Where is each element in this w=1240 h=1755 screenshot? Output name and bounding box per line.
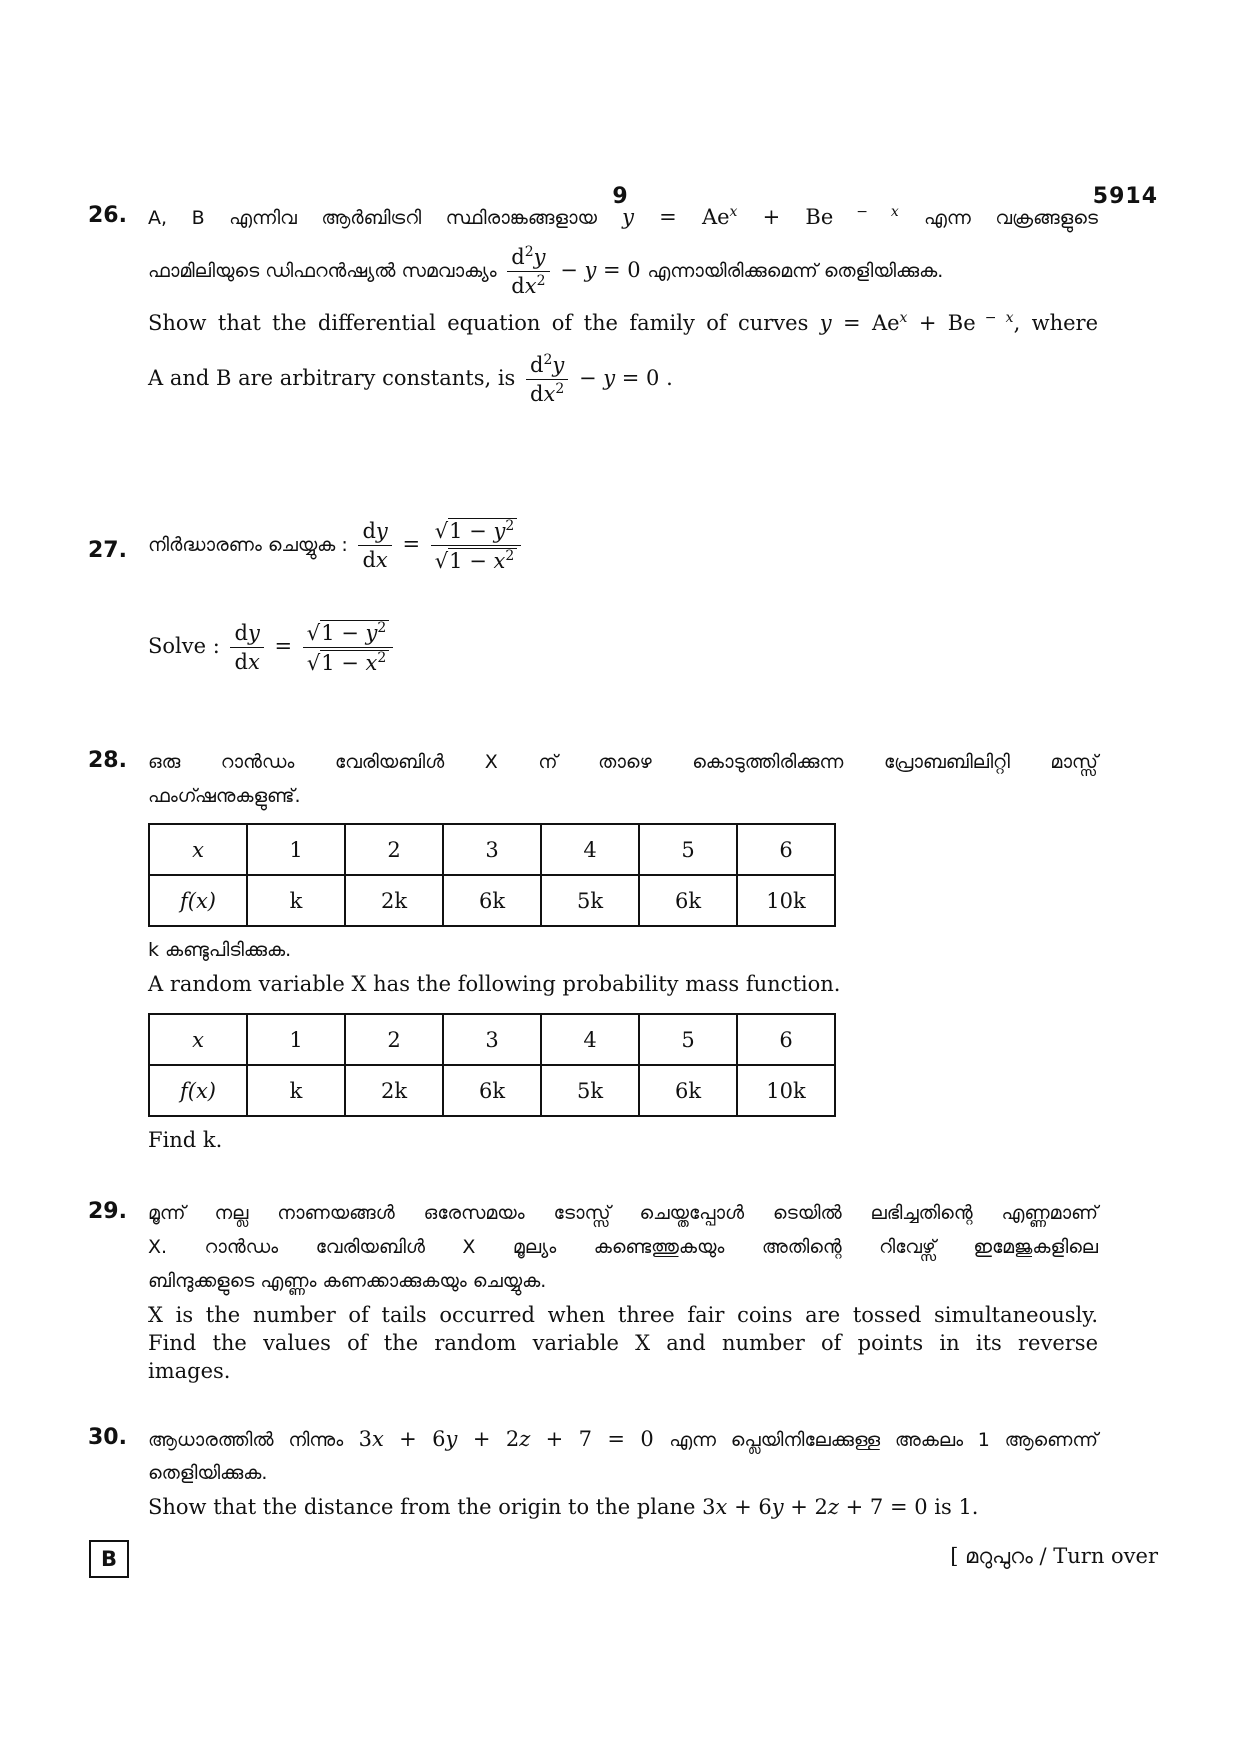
second-derivative-fraction: $\frac{d^2y}{dx^2}$ [526,353,568,406]
row-header: x [149,824,247,875]
ml-prompt-line: നിർദ്ധാരണം ചെയ്യുക : $\frac{dy}{dx}$ = $\frac{√1 - y^2}{√1 - x^2}$ [148,518,525,573]
table-cell: 1 [247,1014,345,1065]
second-derivative-fraction: $\frac{d^2y}{dx^2}$ [507,245,549,298]
curve-equation: $y = Ae^x + Be$ $^{- x}$ [622,204,899,229]
en-prompt-line: Solve : $\frac{dy}{dx}$ = $\frac{√1 - y^2}{√1 - x^2}$ [148,620,397,675]
table-cell: 5 [639,824,737,875]
row-header: x [149,1014,247,1065]
paper-code: 5914 [1092,184,1158,209]
row-header: f(x) [149,875,247,926]
table-row [149,1065,835,1116]
table-cell: k [247,875,345,926]
table-cell: 6k [443,875,541,926]
table-cell: 6k [639,1065,737,1116]
en-line-2: Find the values of the random variable X and number of points in its reverse [148,1331,1098,1355]
question-number: 30. [88,1425,127,1450]
radical-fraction: $\frac{√1 - y^2}{√1 - x^2}$ [431,518,522,573]
table-cell: 10k [737,1065,835,1116]
table-cell: 2 [345,824,443,875]
table-cell: 3 [443,1014,541,1065]
ml-line-2: ഫംഗ്ഷനുകളുണ്ട്. [148,785,301,807]
table-row [149,875,835,926]
table-cell: 5 [639,1014,737,1065]
question-number: 27. [88,538,127,563]
en-find-k: Find k. [148,1128,223,1152]
table-cell: 6k [443,1065,541,1116]
en-line-3: images. [148,1359,231,1383]
table-cell: 5k [541,1065,639,1116]
table-cell: 4 [541,824,639,875]
radical-fraction: $\frac{√1 - y^2}{√1 - x^2}$ [303,620,394,675]
ml-find-k: k കണ്ടുപിടിക്കുക. [148,939,292,961]
table-cell: 2 [345,1014,443,1065]
table-cell: 3 [443,824,541,875]
pmf-table-en [148,1013,836,1117]
table-cell: 1 [247,824,345,875]
table-cell: 4 [541,1014,639,1065]
ml-line-1: ആധാരത്തിൽ നിന്നും 3x + 6y + 2z + 7 = 0 എന്ന പ്ലെയിനിലേക്കുള്ള അകലം 1 ആണെന്ന് [148,1427,1098,1451]
table-row [149,824,835,875]
table-cell: 6 [737,1014,835,1065]
table-cell: k [247,1065,345,1116]
equation-rhs: − y = 0 [560,258,641,282]
table-cell: 6 [737,824,835,875]
dy-dx-fraction: $\frac{dy}{dx}$ [358,519,391,572]
ml-line-2: X. റാൻഡം വേരിയബിൾ X മൂല്യം കണ്ടെത്തുകയും അതിന്റെ റിവേഴ്സ് ഇമേജുകളിലെ [148,1236,1098,1258]
dy-dx-fraction: $\frac{dy}{dx}$ [230,621,263,674]
question-number: 26. [88,203,127,228]
table-cell: 10k [737,875,835,926]
ml-line-1: മൂന്ന് നല്ല നാണയങ്ങൾ ഒരേസമയം ടോസ്സ് ചെയ്തപ്പോൾ ടെയിൽ ലഭിച്ചതിന്റെ എണ്ണമാണ് [148,1202,1098,1224]
en-line-1: X is the number of tails occurred when three fair coins are tossed simultaneously. [148,1303,1098,1327]
en-line: Show that the distance from the origin to the plane 3x + 6y + 2z + 7 = 0 is 1. [148,1495,979,1519]
ml-line-1: ഒരു റാൻഡം വേരിയബിൾ X ന് താഴെ കൊടുത്തിരിക്കുന്ന പ്രോബബിലിറ്റി മാസ്സ് [148,751,1098,773]
table-cell: 5k [541,875,639,926]
question-number: 29. [88,1199,127,1224]
row-header: f(x) [149,1065,247,1116]
pmf-table-ml [148,823,836,927]
turn-over-note: [ മറുപുറം / Turn over [950,1544,1158,1568]
booklet-code-box: B [89,1540,129,1578]
ml-line-2: തെളിയിക്കുക. [148,1462,268,1484]
ml-line-1: A, B എന്നിവ ആർബിട്രറി സ്ഥിരാങ്കങ്ങളായ $y = Ae^x + Be$ $^{- x}$ എന്ന വക്രങ്ങളുടെ [148,204,1098,229]
table-cell: 6k [639,875,737,926]
curve-equation: $y = Ae^x + Be$ $^{- x}$ [819,310,1014,335]
plane-equation: 3x + 6y + 2z + 7 = 0 [702,1495,928,1519]
table-row [149,1014,835,1065]
en-line-1: Show that the differential equation of the family of curves $y = Ae^x + Be$ $^{- x}$, where [148,310,1098,335]
page-number: 9 [612,184,628,209]
ml-line-3: ബിന്ദുക്കളുടെ എണ്ണം കണക്കാക്കുകയും ചെയ്യുക. [148,1270,547,1292]
plane-equation: 3x + 6y + 2z + 7 = 0 [358,1427,654,1451]
table-cell: 2k [345,1065,443,1116]
ml-line-2: ഫാമിലിയുടെ ഡിഫറൻഷ്യൽ സമവാക്യം $\frac{d^2y}{dx^2}$ − y = 0 എന്നായിരിക്കുമെന്ന് തെളിയിക്കുക. [148,244,944,298]
en-line-2: A and B are arbitrary constants, is $\frac{d^2y}{dx^2}$ − y = 0 . [148,352,673,406]
en-line: A random variable X has the following probability mass function. [148,972,841,996]
table-cell: 2k [345,875,443,926]
question-number: 28. [88,748,127,773]
